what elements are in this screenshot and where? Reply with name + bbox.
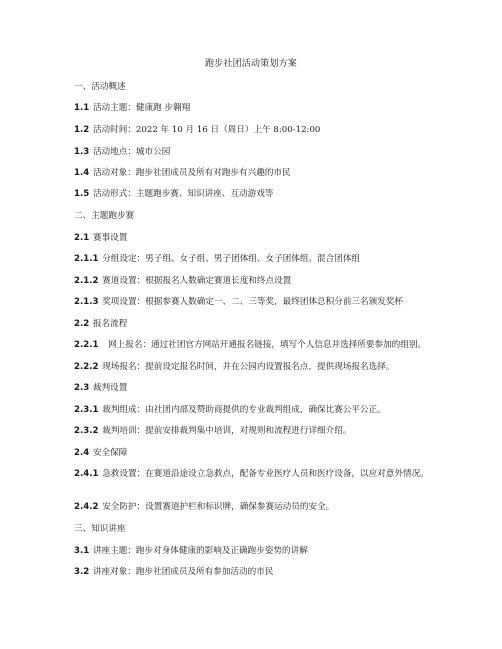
line-text: 安全保障 [90,448,128,458]
list-item [74,339,434,351]
line-text: 活动地点：城市公园 [90,147,171,157]
line-text: 讲座主题：跑步对身体健康的影响及正确跑步姿势的讲解 [90,546,308,556]
item-number: 2.3 [74,383,90,393]
list-item [74,188,434,200]
item-number: 2.3.2 [74,426,99,436]
item-number: 2.2.2 [74,362,99,372]
line-text: 急救设置：在赛道沿途设立急救点，配备专业医疗人员和医疗设备，以应对意外情况。 [99,469,429,479]
item-number: 2.1 [74,233,90,243]
list-item [74,361,434,373]
item-number: 2.4 [74,448,90,458]
line-text: 一、活动概述 [74,82,126,92]
list-item [74,102,434,114]
list-item [74,501,434,513]
list-item [74,146,434,158]
item-number: 3.2 [74,567,90,577]
document-title: 跑步社团活动策划方案 [204,59,297,69]
list-item [74,167,434,179]
line-text: 赛道设置：根据报名人数确定赛道长度和终点设置 [99,276,292,286]
line-text: 活动主题：健康跑 步翱翔 [90,103,191,113]
line-text: 奖项设置：根据参赛人数确定一、二、三等奖，最终团体总积分前三名颁发奖杯 [99,297,403,307]
item-number: 1.5 [74,189,90,199]
line-text: 讲座对象：跑步社团成员及所有参加活动的市民 [90,567,274,577]
item-number: 2.3.1 [74,405,99,415]
line-text: 裁判培训：提前安排裁判集中培训，对规则和流程进行详细介绍。 [99,426,352,436]
line-text: 三、知识讲座 [74,524,126,534]
list-item [74,425,434,437]
item-number: 1.1 [74,103,90,113]
line-text: 二、主题跑步赛 [74,211,135,221]
list-item [74,382,434,394]
list-item [74,468,434,480]
line-text: 现场报名：提前设定报名时间，并在公园内设置报名点，提供现场报名选择。 [99,362,395,372]
item-number: 2.1.2 [74,276,99,286]
line-text: 活动时间：2022 年 10 月 16 日（周日）上午 8:00-12:00 [90,125,321,135]
list-item [74,447,434,459]
list-item [74,253,434,265]
list-item [74,124,434,136]
line-text: 分组设定：男子组、女子组、男子团体组、女子团体组、混合团体组 [99,254,361,264]
item-number: 1.2 [74,125,90,135]
list-item [74,545,434,557]
list-item [74,318,434,330]
section-heading-1 [74,81,434,93]
section-heading-3 [74,523,434,535]
line-text: 网上报名：通过社团官方网站开通报名链接，填写个人信息并选择所要参加的组别。 [99,340,427,350]
list-item [74,232,434,244]
item-number: 1.4 [74,168,90,178]
list-item [74,566,434,578]
item-number: 2.4.2 [74,502,99,512]
line-text: 裁判设置 [90,383,128,393]
item-number: 2.2 [74,319,90,329]
list-item [74,296,434,308]
item-number: 2.1.1 [74,254,99,264]
line-text: 活动形式：主题跑步赛、知识讲座、互动游戏等 [90,189,274,199]
line-text: 裁判组成：由社团内部及赞助商提供的专业裁判组成，确保比赛公平公正。 [99,405,386,415]
item-number: 3.1 [74,546,90,556]
line-text: 活动对象：跑步社团成员及所有对跑步有兴趣的市民 [90,168,291,178]
line-text: 报名流程 [90,319,128,329]
list-item [74,275,434,287]
item-number: 2.4.1 [74,469,99,479]
item-number: 1.3 [74,147,90,157]
item-number: 2.1.3 [74,297,99,307]
section-heading-2 [74,210,434,222]
item-number: 2.2.1 [74,340,99,350]
line-text: 赛事设置 [90,233,128,243]
line-text: 安全防护：设置赛道护栏和标识牌，确保参赛运动员的安全。 [99,502,335,512]
list-item [74,404,434,416]
